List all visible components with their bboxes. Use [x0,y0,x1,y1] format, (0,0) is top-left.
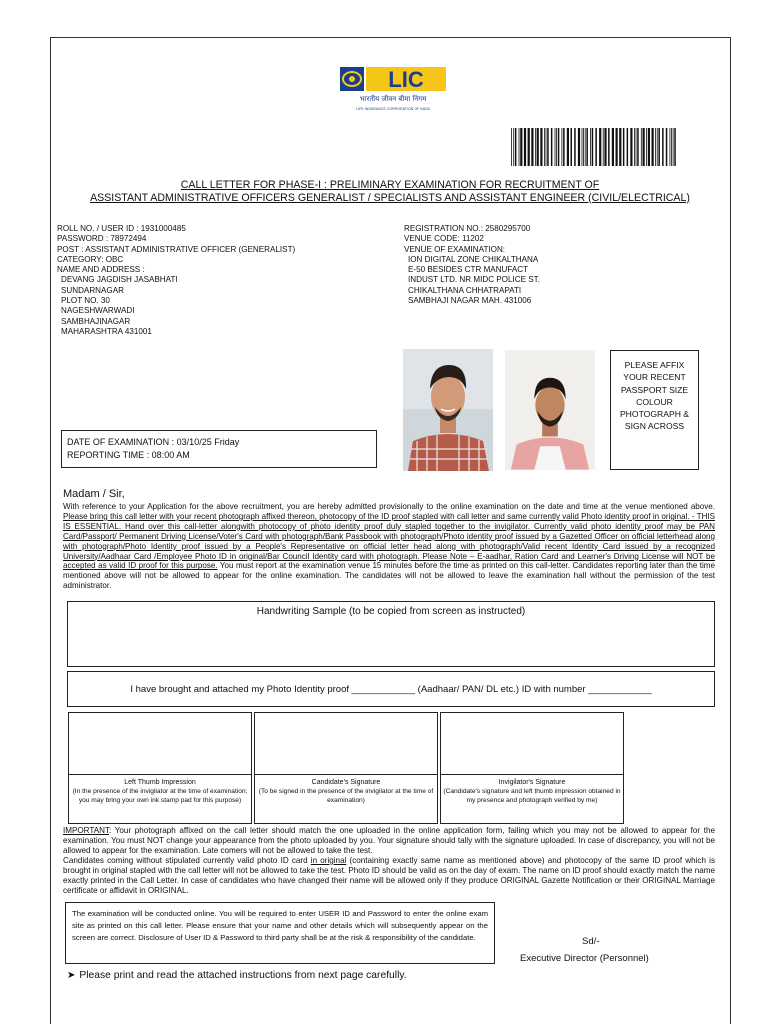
barcode-bar [537,128,539,166]
letter-title [60,179,720,204]
barcode-bar [556,128,557,166]
barcode-bar [627,128,629,166]
instructions-paragraph [63,502,715,591]
important-underlined: in original [310,856,347,865]
barcode-bar [535,128,536,166]
venue-line: E-50 BESIDES CTR MANUFACT [408,265,529,275]
affix-line: PHOTOGRAPH & [619,409,690,420]
barcode-bar [666,128,668,166]
barcode-image [511,128,678,166]
barcode-bar [623,128,625,166]
roll-no: ROLL NO. / USER ID : 1931000485 [57,224,186,233]
barcode-bar [592,128,594,166]
barcode-bar [519,128,520,166]
sig-desc: (Candidate's signature and left thumb impression obtained in my presence and photograph verified by me) [443,788,621,804]
barcode-bar [671,128,672,166]
venue-line: ION DIGITAL ZONE CHIKALTHANA [408,254,539,264]
barcode-bar [616,128,618,166]
important-text: Candidates coming without stipulated currently valid photo ID card [63,856,311,865]
barcode-bar [585,128,586,166]
sig-desc: (To be signed in the presence of the invigilator at the time of examination) [258,788,434,804]
barcode-bar [583,128,584,166]
affix-line: SIGN ACROSS [624,421,685,432]
reporting-time: REPORTING TIME : 08:00 AM [67,450,190,460]
barcode-bar [524,128,526,166]
sig-title: Candidate's Signature [311,779,381,786]
address-line: DEVANG JAGDISH JASABHATI [61,275,178,285]
barcode-bar [636,128,637,166]
invigilator-signature-caption [441,774,623,823]
online-exam-note: The examination will be conducted online. You will be required to enter USER ID and Password to enter the online exam site as printed on this call letter. Please ensure that your name and other details which will subsequently appear on the screen are correct. Disclosure of User ID & Password to third party shall be at the risk & responsibility of the candidate. [65,902,495,964]
barcode-bar [670,128,671,166]
sig-title: Invigilator's Signature [498,779,566,786]
exam-date: DATE OF EXAMINATION : 03/10/25 Friday [67,437,240,447]
lic-logo [338,65,448,115]
address-line: MAHARASHTRA 431001 [61,326,152,336]
barcode-bar [608,128,610,166]
candidate-signature-caption [255,774,437,823]
barcode-bar [643,128,645,166]
invigilator-signature-box[interactable] [440,712,624,824]
barcode-bar [604,128,606,166]
candidate-info [57,224,295,337]
barcode-bar [551,128,553,166]
barcode-bar [630,128,632,166]
venue-line: CHIKALTHANA CHHATRAPATI [408,285,522,295]
svg-text:भारतीय जीवन बीमा निगम: भारतीय जीवन बीमा निगम [359,95,427,103]
candidate-signature-box[interactable] [254,712,438,824]
barcode-bar [603,128,604,166]
barcode-bar [571,128,573,166]
barcode-bar [547,128,549,166]
affix-line: YOUR RECENT [623,372,686,383]
svg-text:LIC: LIC [388,67,424,92]
barcode-bar [513,128,514,166]
post: POST : ASSISTANT ADMINISTRATIVE OFFICER (GENERALIST) [57,244,296,254]
arrow-right-icon: ➤ [67,970,76,981]
barcode-bar [546,128,547,166]
barcode-bar [648,128,650,166]
barcode-bar [540,128,542,166]
barcode-bar [563,128,565,166]
venue-line: SAMBHAJI NAGAR MAH. 431006 [408,296,532,306]
sig-title: Left Thumb Impression [124,779,196,786]
barcode-bar [637,128,639,166]
title-line-1: CALL LETTER FOR PHASE-I : PRELIMINARY EXAMINATION FOR RECRUITMENT OF [180,179,600,191]
barcode-bar [655,128,656,166]
venue-label: VENUE OF EXAMINATION: [404,244,506,254]
candidate-photo-2 [505,349,595,471]
salutation: Madam / Sir, [63,488,125,500]
barcode-bar [531,128,533,166]
barcode-bar [586,128,588,166]
handwriting-title: Handwriting Sample (to be copied from screen as instructed) [256,606,526,617]
barcode-bar [619,128,621,166]
important-text: : Your photograph affixed on the call letter should match the one uploaded in the online application form, failing which you may not be allowed to appear for the examination. You must NOT change your appearance from the photo uploaded by you. Your signature should tally with the signature uploaded. In case of discrepancy, you will not be allowed to appear for the examination. Late comers will not be allowed to take the test. [63,826,715,855]
important-notice [63,826,715,896]
barcode-bar [515,128,517,166]
barcode-bar [599,128,601,166]
candidate-photo-1 [403,349,493,471]
footer-note [67,970,407,981]
barcode-bar [674,128,676,166]
venue-code: VENUE CODE: 11202 [404,234,484,244]
svg-text:LIFE INSURANCE CORPORATION OF: LIFE INSURANCE CORPORATION OF INDIA [356,107,430,111]
registration-no: REGISTRATION NO.: 2580295700 [404,224,531,233]
barcode-bar [574,128,576,166]
sd-mark: Sd/- [582,936,600,947]
name-address-label: NAME AND ADDRESS : [57,265,145,275]
barcode-bar [673,128,674,166]
barcode-bar [652,128,654,166]
barcode-bar [646,128,647,166]
barcode-bar [511,128,512,166]
footer-note-text: Please print and read the attached instructions from next page carefully. [79,970,407,981]
exam-info [404,224,540,306]
barcode-bar [544,128,545,166]
para-text: You must report at the examination venue 15 minutes before the time as printed on this call-letter. Candidates reporting later than the time mentioned above will not be allowed to appear for the online examination. The candidates will not be allowed to leave the examination hall without the permission of the test administrator. [63,561,715,591]
barcode-bar [562,128,563,166]
barcode-bar [582,128,583,166]
address-line: PLOT NO. 30 [61,296,110,306]
affix-line: PLEASE AFFIX [624,360,685,370]
barcode-bar [578,128,580,166]
affix-line: COLOUR [636,396,673,407]
affix-line: PASSPORT SIZE [620,384,689,395]
barcode-bar [662,128,664,166]
executive-director: Executive Director (Personnel) [520,953,649,964]
barcode-bar [558,128,560,166]
para-text: With reference to your Application for the above recruitment, you are hereby admitted provisionally to the online examination on the date and time at the venue mentioned above. [63,502,715,511]
category: CATEGORY: OBC [57,254,124,264]
address-line: SAMBHAJINAGAR [61,316,131,326]
left-thumb-box[interactable] [68,712,252,824]
barcode-bar [657,128,658,166]
exam-date-box [61,430,377,468]
address-line: SUNDARNAGAR [61,285,124,295]
barcode-bar [520,128,522,166]
address-line: NAGESHWARWADI [61,306,135,316]
barcode-bar [590,128,591,166]
password: PASSWORD : 78972494 [57,234,147,244]
venue-line: INDUST LTD. NR MIDC POLICE ST. [408,275,540,285]
id-statement: I have brought and attached my Photo Identity proof ____________ (Aadhaar/ PAN/ DL etc.) ID with number ____________ [130,684,652,695]
sig-desc: (In the presence of the invigilator at the time of examination; you may bring your own ink stamp pad for this purpose) [72,788,248,804]
barcode-bar [555,128,556,166]
barcode-bar [634,128,635,166]
barcode-bar [567,128,569,166]
barcode-bar [528,128,530,166]
barcode-bar [658,128,660,166]
title-line-2: ASSISTANT ADMINISTRATIVE OFFICERS GENERALIST / SPECIALISTS AND ASSISTANT ENGINEER (CIVIL/ELECTRICAL) [90,191,690,204]
handwriting-sample-box[interactable] [67,601,715,667]
important-label: IMPORTANT [63,826,110,835]
barcode-bar [595,128,597,166]
important-text: (containing exactly same name as mentioned above) and photocopy of the same ID proof which is brought in original stapled with the call letter will not be allowed to take the test. Photo ID should be valid as on the day of exam. The name on ID proof should exactly match the name exactly printed in the Call Letter. In case of candidates who have changed their name will be allowed only if they produce ORIGINAL Gazette Notification or their ORIGINAL Marriage certificate or affidavit in ORIGINAL. [63,856,715,895]
barcode-bar [641,128,642,166]
id-statement-box [67,671,715,707]
para-underlined-text: Please bring this call letter with your recent photograph affixed thereon, photocopy of the ID proof stapled with call letter and same currently valid Photo identity proof in original. - THIS IS ESSENTIAL. Hand over this call-letter alongwith photocopy of photo identity proof duly stapled together to the invigilator. Currently valid photo identity proof may be PAN Card/Passport/ Permanent Driving License/Voter's Card with photograph/Bank Passbook with photograph/Photo identity proof issued by a Gazetted Officer on official letterhead along with photograph/Photo Identity proof issued by a People's Representative on official letter head along with photograph/Valid recent Identity Card issued by a recognized University/Aadhaar Card /Employee Photo ID in original/Bar Council Identity card with photograph. Please Note – E-aadhar, Ration Card and Learner's Driving License will NOT be accepted as valid ID proof for this purpose. [63,511,715,571]
photo-affix-box [610,350,699,470]
left-thumb-caption [69,774,251,823]
barcode-bar [612,128,614,166]
